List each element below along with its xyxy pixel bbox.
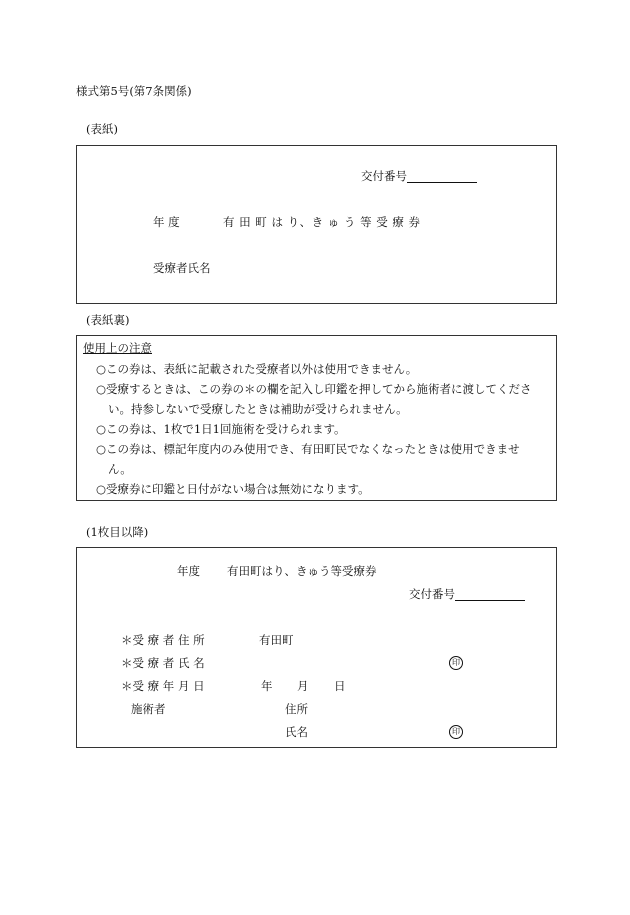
cover-number-field[interactable] (407, 172, 477, 183)
cover-number-row (361, 171, 477, 183)
notes-title: 使用上の注意 (83, 341, 152, 355)
practitioner-label: 施術者 (131, 702, 166, 716)
ticket-date-day[interactable]: 日 (334, 679, 346, 693)
seal-icon: 印 (449, 725, 463, 739)
cover-year-label: 年 度 (153, 215, 180, 229)
practitioner-address-label: 住所 (285, 702, 308, 716)
ticket-title: 有田町はり、きゅう等受療券 (227, 564, 377, 578)
note-item-continued: ん。 (108, 462, 132, 476)
back-heading: (表紙裏) (86, 313, 130, 327)
note-item: ○この券は、表紙に記載された受療者以外は使用できません。 (96, 362, 418, 376)
ticket-heading: (1枚目以降) (86, 525, 149, 539)
note-item-continued: い。持参しないで受療したときは補助が受けられません。 (108, 402, 408, 416)
seal-icon: 印 (449, 656, 463, 670)
note-item: ○受療するときは、この券の＊の欄を記入し印鑑を押してから施術者に渡してくださ (96, 382, 532, 396)
cover-number-label: 交付番号 (361, 169, 407, 183)
ticket-name-label: ＊受 療 者 氏 名 (121, 656, 205, 670)
ticket-box (76, 547, 557, 748)
form-label: 様式第5号(第7条関係) (76, 84, 192, 98)
cover-box (76, 145, 557, 304)
note-item: ○この券は、1枚で1日1回施術を受けられます。 (96, 422, 346, 436)
ticket-number-label: 交付番号 (409, 587, 455, 601)
ticket-number-field[interactable] (455, 590, 525, 601)
ticket-date-label: ＊受 療 年 月 日 (121, 679, 205, 693)
ticket-number-row (409, 589, 525, 601)
practitioner-name-label: 氏名 (285, 725, 308, 739)
ticket-year-label: 年度 (177, 564, 200, 578)
ticket-date-year[interactable]: 年 (261, 679, 273, 693)
ticket-address-value[interactable]: 有田町 (259, 633, 294, 647)
cover-heading: (表紙) (86, 122, 118, 136)
note-item: ○この券は、標記年度内のみ使用でき、有田町民でなくなったときは使用できませ (96, 442, 520, 456)
cover-name-label: 受療者氏名 (153, 261, 211, 275)
cover-title: 有 田 町 は り、き ゅ う 等 受 療 券 (223, 215, 421, 229)
notes-box (76, 335, 557, 501)
ticket-date-month[interactable]: 月 (297, 679, 309, 693)
ticket-address-label: ＊受 療 者 住 所 (121, 633, 205, 647)
note-item: ○受療券に印鑑と日付がない場合は無効になります。 (96, 482, 370, 496)
